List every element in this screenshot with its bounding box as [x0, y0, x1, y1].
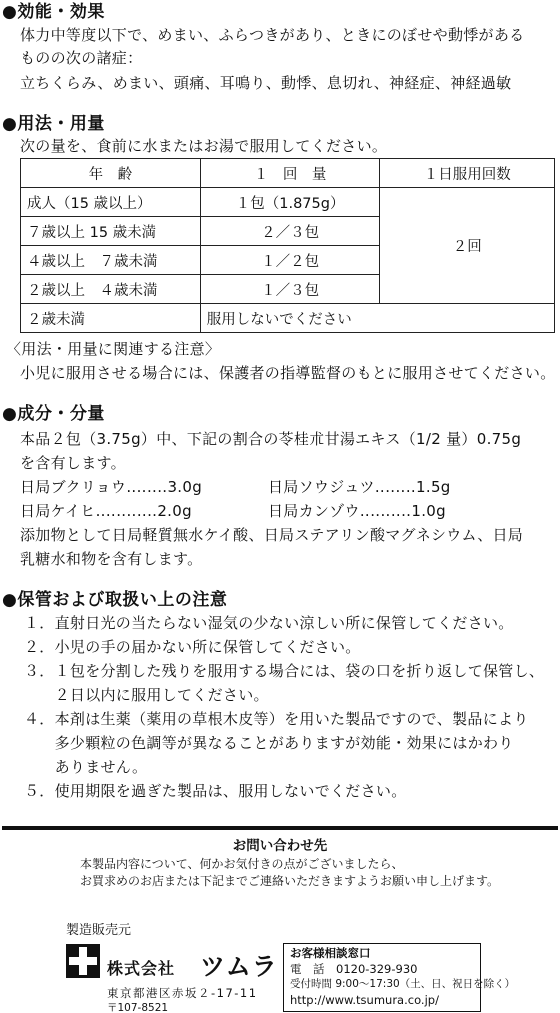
dosage-heading: ●用法・用量: [2, 114, 105, 134]
support-phone: 電 話 0120-329-930: [290, 961, 418, 976]
efficacy-line-2: ものの次の諸症：: [20, 49, 143, 67]
company-address: 東京都港区赤坂２-17-11: [107, 986, 258, 1000]
row-age: ７歳以上 15 歳未満: [21, 217, 201, 246]
dosage-table-header: [21, 159, 555, 188]
row-dose: １／３包: [200, 275, 380, 304]
storage-line: ２日以内に服用してください。: [24, 686, 269, 704]
ingredient-item: 日局ブクリョウ‥‥‥‥3.0g: [20, 478, 203, 496]
row-dose: １包（1.875g）: [200, 188, 380, 217]
storage-line: ありません。: [24, 758, 148, 776]
row-age: 成人（15 歳以上）: [21, 188, 201, 217]
ingredients-heading: ●成分・分量: [2, 404, 105, 424]
table-row: [21, 188, 555, 217]
row-age: ４歳以上 ７歳未満: [21, 246, 201, 275]
company-name: 株式会社: [107, 959, 176, 978]
ingredient-item: 日局ソウジュツ‥‥‥‥1.5g: [268, 478, 451, 496]
table-row: [21, 304, 555, 333]
additive-line-2: 乳糖水和物を含有します。: [20, 550, 203, 568]
dosage-note-heading: 〈用法・用量に関連する注意〉: [6, 340, 221, 358]
section-divider: [2, 826, 558, 830]
tsumura-cross-logo-icon: [66, 944, 100, 978]
ingredient-item: 日局カンゾウ‥‥‥‥‥1.0g: [268, 502, 446, 520]
storage-heading: ●保管および取扱い上の注意: [2, 590, 228, 610]
additive-line-1: 添加物として日局軽質無水ケイ酸、日局ステアリン酸マグネシウム、日局: [20, 526, 524, 544]
contact-line-1: 本製品内容について、何かお気付きの点がございましたら、: [80, 857, 404, 871]
header-times: １日服用回数: [380, 159, 555, 188]
contact-title: お問い合わせ先: [232, 838, 328, 854]
support-url[interactable]: http://www.tsumura.co.jp/: [290, 992, 439, 1007]
header-age: 年 齢: [21, 159, 201, 188]
contact-line-2: お買求めのお店または下記までご連絡いただきますようお願い申し上げます。: [80, 874, 500, 888]
ingredients-line-2: を含有します。: [20, 454, 126, 472]
row-dose: ２／３包: [200, 217, 380, 246]
times-per-day: ２回: [380, 188, 555, 304]
row-dose-none: 服用しないでください: [200, 304, 554, 333]
storage-line: ２．小児の手の届かない所に保管してください。: [24, 638, 361, 656]
storage-line: ５．使用期限を過ぎた製品は、服用しないでください。: [24, 782, 407, 800]
dosage-intro: 次の量を、食前に水またはお湯で服用してください。: [20, 137, 388, 155]
ingredients-line-1: 本品２包（3.75g）中、下記の割合の苓桂朮甘湯エキス（1/2 量）0.75g: [20, 430, 522, 448]
dosage-note: 小児に服用させる場合には、保護者の指導監督のもとに服用させてください。: [20, 364, 556, 382]
row-dose: １／２包: [200, 246, 380, 275]
maker-label: 製造販売元: [66, 923, 132, 938]
dosage-table: [20, 158, 555, 333]
ingredient-item: 日局ケイヒ‥‥‥‥‥‥2.0g: [20, 502, 192, 520]
row-age: ２歳以上 ４歳未満: [21, 275, 201, 304]
efficacy-line-1: 体力中等度以下で、めまい、ふらつきがあり、ときにのぼせや動悸がある: [20, 26, 525, 44]
support-box: [283, 943, 516, 1012]
storage-line: ４．本剤は生薬（薬用の草根木皮等）を用いた製品ですので、製品により: [24, 710, 529, 728]
efficacy-heading: ●効能・効果: [2, 2, 105, 22]
support-title: お客様相談窓口: [290, 946, 371, 960]
brand-name: ツムラ: [200, 952, 278, 981]
storage-line: １．直射日光の当たらない湿気の少ない涼しい所に保管してください。: [24, 614, 514, 632]
header-dose: １ 回 量: [200, 159, 380, 188]
storage-line: 多少顆粒の色調等が異なることがありますが効能・効果にはかわり: [24, 734, 514, 752]
row-age: ２歳未満: [21, 304, 201, 333]
support-hours: 受付時間 9:00〜17:30（土、日、祝日を除く）: [290, 978, 516, 990]
efficacy-line-3: 立ちくらみ、めまい、頭痛、耳鳴り、動悸、息切れ、神経症、神経過敏: [20, 74, 512, 92]
storage-line: ３．１包を分割した残りを服用する場合には、袋の口を折り返して保管し、: [24, 662, 545, 680]
postal-code: 〒107-8521: [107, 1002, 169, 1013]
